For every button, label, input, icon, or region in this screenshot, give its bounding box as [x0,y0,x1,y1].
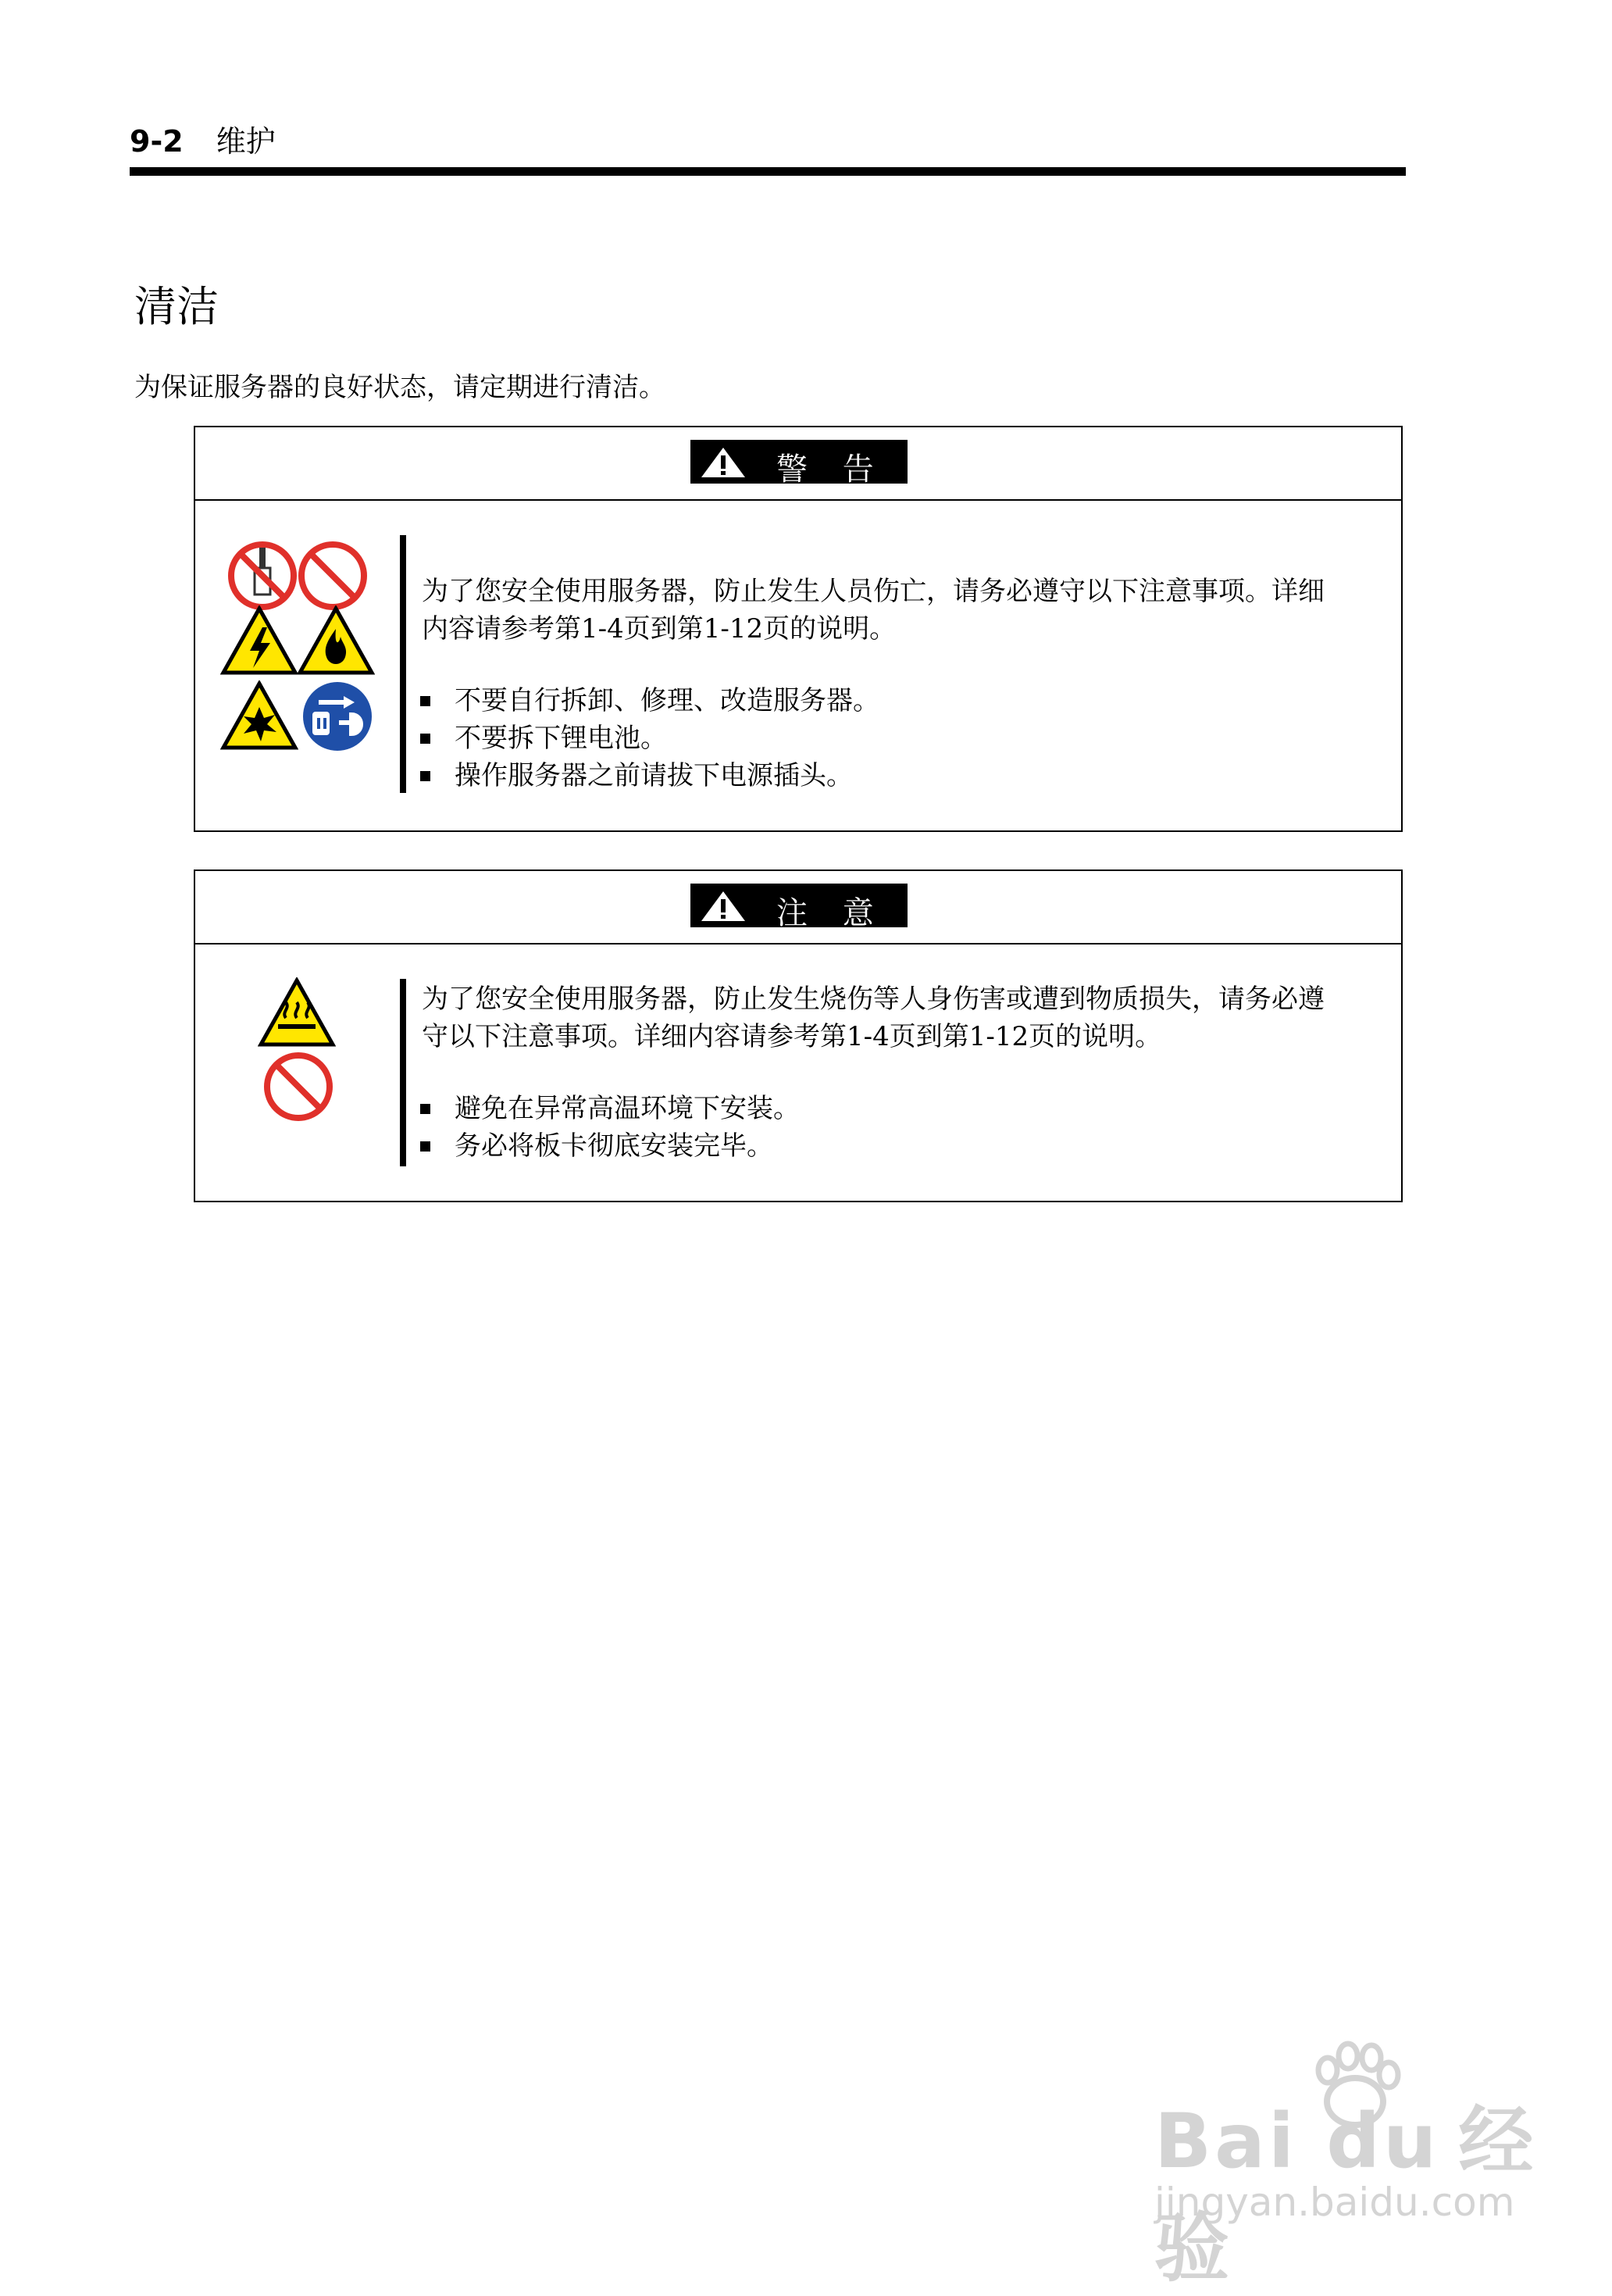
explosion-icon [220,680,298,751]
electric-shock-icon [220,605,298,676]
list-item-text: 不要自行拆卸、修理、改造服务器。 [455,685,879,716]
bullet-icon [420,1104,430,1114]
list-item [420,682,879,720]
list-item-text: 不要拆下锂电池。 [455,723,667,754]
watermark-brand-cn: 经验 [1154,2098,1537,2292]
list-item-text: 操作服务器之前请拔下电源插头。 [455,760,853,791]
caution-header [195,871,1401,944]
caution-text-line: 守以下注意事项。详细内容请参考第1-4页到第1-12页的说明。 [422,1021,1162,1052]
caution-side-bar [400,979,406,1166]
bullet-icon [420,771,430,781]
caution-text [422,980,1325,1055]
warning-triangle-icon [700,446,747,479]
list-item-text: 避免在异常高温环境下安装。 [455,1093,800,1124]
unplug-icon [300,679,375,754]
caution-list [420,1090,800,1165]
caution-banner [690,884,908,931]
bullet-icon [420,734,430,744]
list-item [420,1090,800,1127]
warning-header [195,427,1401,501]
warning-text-line: 为了您安全使用服务器，防止发生人员伤亡，请务必遵守以下注意事项。详细 [422,576,1325,607]
watermark-url: jingyan.baidu.com [1154,2180,1515,2225]
hot-surface-icon [258,977,336,1048]
list-item [420,720,879,757]
intro-paragraph: 为保证服务器的良好状态，请定期进行清洁。 [134,372,665,403]
bullet-icon [420,696,430,706]
prohibited-icon [295,538,370,613]
warning-label: 警 告 [776,452,886,487]
paw-logo-icon [1296,2039,1414,2133]
warning-side-bar [400,535,406,793]
page-header [130,117,276,160]
page-title: 清洁 [134,282,219,331]
watermark-brand-text: Bai du [1154,2098,1440,2185]
warning-box [194,426,1403,832]
prohibited-icon [261,1049,336,1124]
page-number: 9-2 [130,124,184,159]
fire-icon [297,605,375,676]
warning-text [422,573,1325,648]
caution-box [194,869,1403,1202]
list-item [420,1127,800,1165]
warning-text-line: 内容请参考第1-4页到第1-12页的说明。 [422,613,897,645]
caution-text-line: 为了您安全使用服务器，防止发生烧伤等人身伤害或遭到物质损失，请务必遵 [422,984,1325,1015]
header-rule [130,167,1406,176]
section-name: 维护 [216,124,276,159]
list-item-text: 务必将板卡彻底安装完毕。 [455,1130,773,1162]
caution-triangle-icon [700,890,747,923]
bullet-icon [420,1141,430,1152]
caution-label: 注 意 [776,895,886,931]
warning-list [420,682,879,794]
no-disassembly-icon [225,538,300,613]
warning-banner [690,440,908,487]
list-item [420,757,879,794]
